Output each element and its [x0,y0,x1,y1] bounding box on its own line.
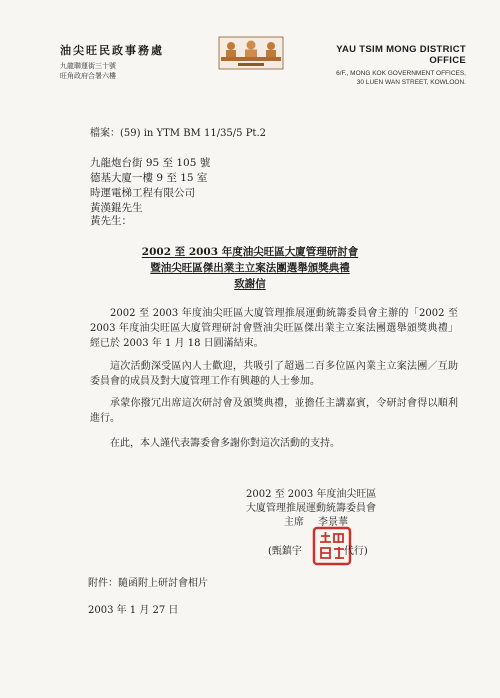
recipient-line: 德基大廈一樓 9 至 15 室 [90,172,208,184]
recipient-line: 時運電梯工程有限公司 [90,187,195,199]
office-name-zh: 油尖旺民政事務處 [60,44,164,57]
letter-title [0,244,500,292]
signed-on-behalf [268,542,368,557]
recipient-line: 黃漢錕先生 [90,202,143,214]
body-paragraph: 在此，本人謹代表籌委會多謝你對這次活動的支持。 [110,438,340,449]
proxy-close: 代行) [343,546,368,557]
recipient-address [90,156,210,216]
body-paragraph: 這次活動深受區內人士歡迎，共吸引了超過二百多位區內業主立案法團／互助委員會的成員及對大廈管理工作有興趣的人士參加。 [90,361,458,387]
body-paragraph: 2002 至 2003 年度油尖旺區大廈管理推展運動統籌委員會主辦的「2002 至 2003 年度油尖旺區大廈管理研討會暨油尖旺區傑出業主立案法團選舉頒獎典禮」經已於 2003 年 1 月 18 日圓滿結束。 [90,308,458,349]
proxy-open: (甄鎮宇 [268,546,302,557]
letter-date: 2003 年 1 月 27 日 [88,605,179,616]
attachment-note: 附件：隨函附上研討會相片 [88,578,208,589]
recipient-line: 九龍炮台街 95 至 105 號 [90,157,211,169]
office-name-en: YAU TSIM MONG DISTRICT OFFICE [336,44,466,66]
office-address-zh: 九龍聯運街三十號 旺角政府合署六樓 [60,62,116,80]
salutation: 黃先生： [90,215,132,227]
signature-block [246,488,376,530]
body-paragraph: 承蒙你撥冗出席這次研討會及頒獎典禮，並擔任主講嘉賓，令研討會得以順利進行。 [90,398,458,424]
signature-committee-name: 大廈管理推展運動統籌委員會 [246,503,376,514]
signature-name: 李景華 [318,517,348,528]
title-line: 致謝信 [234,278,266,290]
district-office-logo-icon [218,36,284,70]
title-line: 暨油尖旺區傑出業主立案法團選舉頒獎典禮 [150,262,350,274]
office-address-en: 6/F., MONG KOK GOVERNMENT OFFICES, 30 LUEN WAN STREET, KOWLOON. [336,70,466,86]
signature-committee-year: 2002 至 2003 年度油尖旺區 [246,489,377,500]
file-reference: 檔案：(59) in YTM BM 11/35/5 Pt.2 [90,128,266,139]
signature-role: 主席 [284,517,304,528]
letterhead-right [306,44,466,87]
letterhead-left [60,42,164,81]
title-line: 2002 至 2003 年度油尖旺區大廈管理研討會 [141,246,359,258]
